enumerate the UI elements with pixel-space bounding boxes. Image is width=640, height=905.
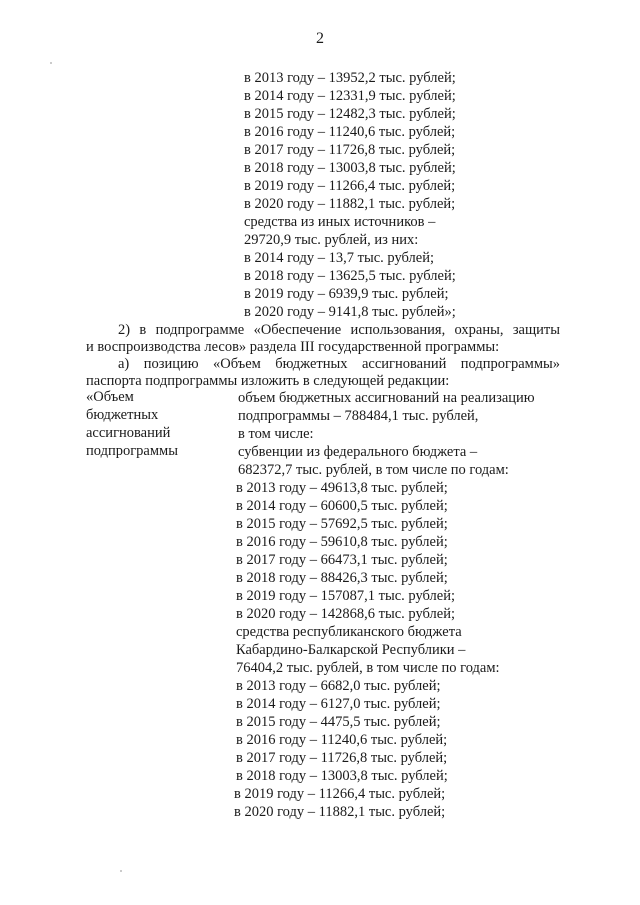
text-line: в 2019 году – 6939,9 тыс. рублей; — [244, 286, 449, 302]
paragraph-item-a — [86, 356, 560, 390]
text-line: в 2016 году – 59610,8 тыс. рублей; — [236, 534, 448, 550]
text-line: в 2020 году – 9141,8 тыс. рублей»; — [244, 304, 456, 320]
text-line: в 2015 году – 57692,5 тыс. рублей; — [236, 516, 448, 532]
scan-speck — [50, 62, 52, 64]
label-line: бюджетных — [86, 407, 159, 423]
text-line: в 2014 году – 12331,9 тыс. рублей; — [244, 88, 456, 104]
text-line: в 2017 году – 11726,8 тыс. рублей; — [236, 750, 448, 766]
paragraph-line: и воспроизводства лесов» раздела III государственной программы: — [86, 339, 500, 355]
text-line: в 2019 году – 11266,4 тыс. рублей; — [234, 786, 446, 802]
text-line: 76404,2 тыс. рублей, в том числе по годам: — [236, 660, 500, 676]
text-line: в 2016 году – 11240,6 тыс. рублей; — [244, 124, 456, 140]
label-line: подпрограммы — [86, 443, 178, 459]
page-number: 2 — [316, 30, 324, 47]
label-line: «Объем — [86, 389, 134, 405]
text-line: в 2015 году – 4475,5 тыс. рублей; — [236, 714, 441, 730]
text-line: в 2014 году – 60600,5 тыс. рублей; — [236, 498, 448, 514]
text-line: в том числе: — [238, 426, 314, 442]
paragraph-line: а) позицию «Объем бюджетных ассигнований подпрограммы» — [118, 356, 560, 372]
text-line: средства из иных источников – — [244, 214, 436, 230]
text-line: в 2019 году – 11266,4 тыс. рублей; — [244, 178, 456, 194]
text-line: в 2020 году – 142868,6 тыс. рублей; — [236, 606, 456, 622]
text-line: в 2018 году – 88426,3 тыс. рублей; — [236, 570, 448, 586]
text-line: в 2017 году – 11726,8 тыс. рублей; — [244, 142, 456, 158]
paragraph-line: 2) в подпрограмме «Обеспечение использования, охраны, защиты — [118, 322, 560, 338]
label-line: ассигнований — [86, 425, 171, 441]
text-line: подпрограммы – 788484,1 тыс. рублей, — [238, 408, 479, 424]
text-line: Кабардино-Балкарской Республики – — [236, 642, 466, 658]
text-line: в 2017 году – 66473,1 тыс. рублей; — [236, 552, 448, 568]
paragraph-subprogram-2 — [86, 322, 560, 356]
text-line: в 2014 году – 13,7 тыс. рублей; — [244, 250, 435, 266]
text-line: в 2013 году – 6682,0 тыс. рублей; — [236, 678, 441, 694]
scan-speck — [120, 870, 122, 872]
text-line: средства республиканского бюджета — [236, 624, 462, 640]
paragraph-line: паспорта подпрограммы изложить в следующей редакции: — [86, 373, 450, 389]
text-line: в 2016 году – 11240,6 тыс. рублей; — [236, 732, 448, 748]
position-label — [86, 388, 178, 460]
text-line: в 2018 году – 13003,8 тыс. рублей; — [244, 160, 456, 176]
text-line: в 2018 году – 13003,8 тыс. рублей; — [236, 768, 448, 784]
text-line: в 2013 году – 13952,2 тыс. рублей; — [244, 70, 456, 86]
text-line: 29720,9 тыс. рублей, из них: — [244, 232, 419, 248]
text-line: в 2020 году – 11882,1 тыс. рублей; — [244, 196, 456, 212]
text-line: 682372,7 тыс. рублей, в том числе по годам: — [238, 462, 509, 478]
text-line: в 2019 году – 157087,1 тыс. рублей; — [236, 588, 456, 604]
text-line: в 2018 году – 13625,5 тыс. рублей; — [244, 268, 456, 284]
text-line: субвенции из федерального бюджета – — [238, 444, 478, 460]
text-line: объем бюджетных ассигнований на реализацию — [238, 390, 535, 406]
text-line: в 2014 году – 6127,0 тыс. рублей; — [236, 696, 441, 712]
text-line: в 2015 году – 12482,3 тыс. рублей; — [244, 106, 456, 122]
text-line: в 2013 году – 49613,8 тыс. рублей; — [236, 480, 448, 496]
text-line: в 2020 году – 11882,1 тыс. рублей; — [234, 804, 446, 820]
